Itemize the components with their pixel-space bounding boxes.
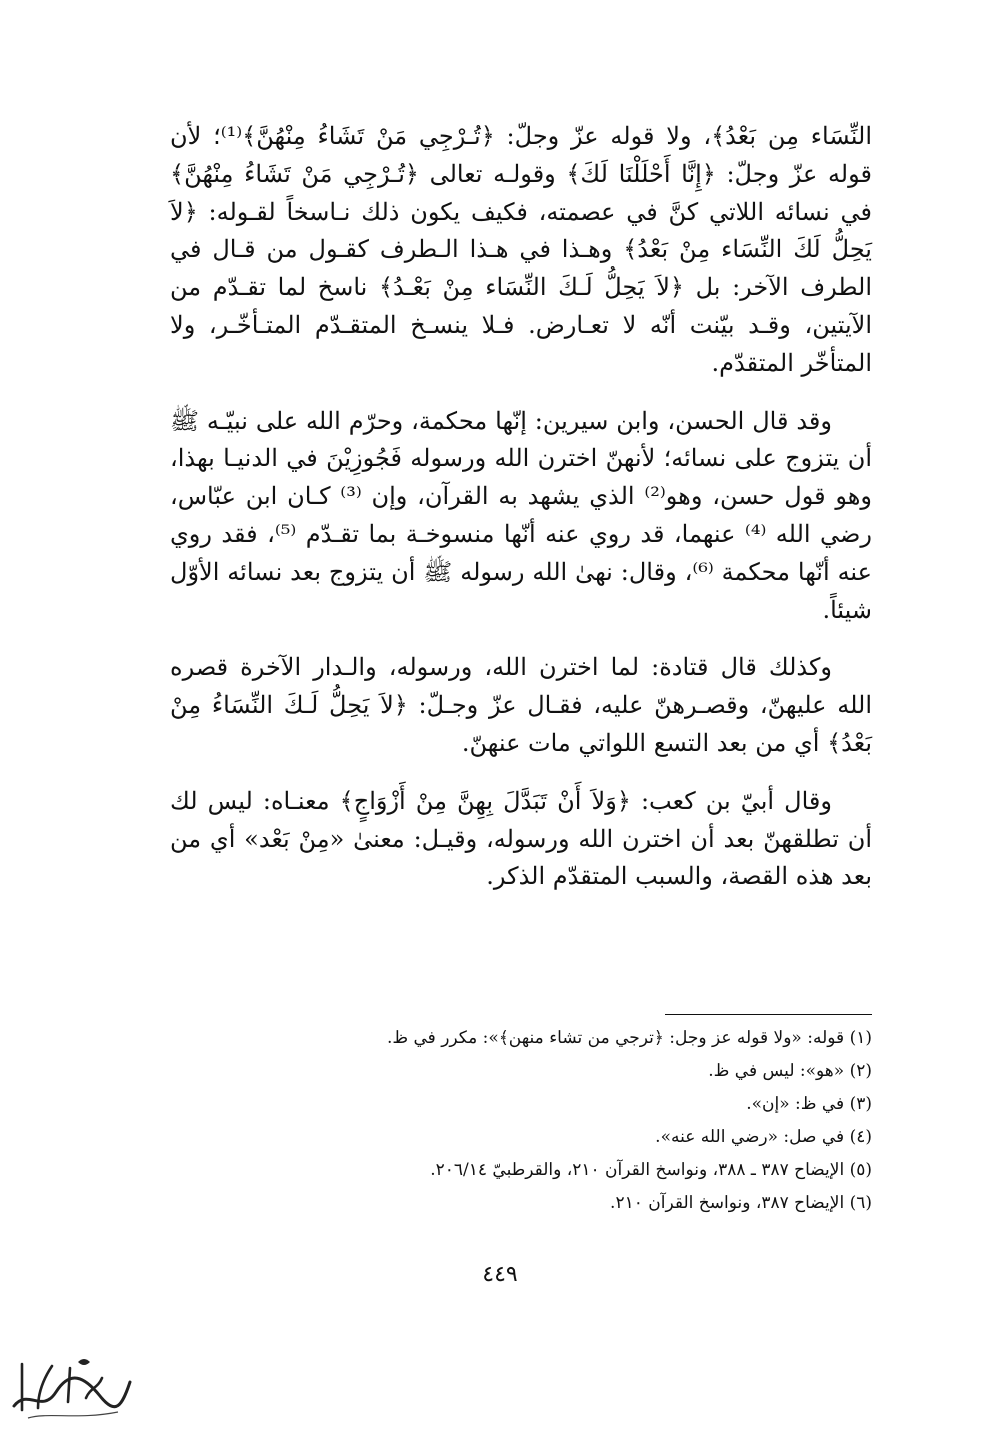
footnotes (300, 1022, 872, 1220)
footnote-2: (٢) «هو»: ليس في ظ. (708, 1061, 872, 1081)
paragraph-3: وكذلك قال قتادة: لما اخترن الله، ورسوله، والـدار الآخرة قصره الله عليهنّ، وقصـرهنّ عليه، فقـال عزّ وجـلّ: ﴿لاَ يَحِلُّ لَـكَ النِّسَاءُ مِنْ بَعْدُ﴾ أي من بعد التسع اللواتي مات عنهنّ. (170, 653, 872, 757)
footnote-5: (٥) الإيضاح ٣٨٧ ـ ٣٨٨، ونواسخ القرآن ٢١٠، والقرطبيّ ٢٠٦/١٤. (430, 1160, 872, 1180)
library-stamp-logo (8, 1348, 136, 1424)
footnote-6: (٦) الإيضاح ٣٨٧، ونواسخ القرآن ٢١٠. (610, 1193, 872, 1213)
paragraph-4: وقال أبيّ بن كعب: ﴿وَلاَ أَنْ تَبَدَّلَ بِهِنَّ مِنْ أَزْوَاجٍ﴾ معنـاه: ليس لك أن تطلقهنّ بعد أن اخترن الله ورسوله، وقيـل: معنىٰ «مِنْ بَعْد» أي من بعد هذه القصة، والسبب المتقدّم الذكر. (170, 786, 872, 891)
footnote-4: (٤) في صل: «رضي الله عنه». (655, 1127, 872, 1147)
footnote-divider (665, 1014, 872, 1015)
main-text (170, 118, 872, 916)
paragraph-1: النِّسَاء مِن بَعْدُ﴾، ولا قوله عزّ وجلّ: ﴿تُـرْجِي مَنْ تَشَاءُ مِنْهُنَّ﴾⁽¹⁾؛ لأن قوله عزّ وجلّ: ﴿إِنَّا أَحْلَلْنَا لَكَ﴾ وقولـه تعالى ﴿تُـرْجِي مَنْ تَشَاءُ مِنْهُنَّ﴾ في نسائه اللاتي كنَّ في عصمته، فكيف يكون ذلك نـاسخاً لقـوله: ﴿لاَ يَحِلُّ لَكَ النِّسَاء مِنْ بَعْدُ﴾ وهـذا في هـذا الـطرف كقـول من قـال في الطرف الآخر: بل ﴿لاَ يَحِلُّ لَـكَ النِّسَاء مِنْ بَعْـدُ﴾ ناسخ لما تقـدّم من الآيتين، وقـد بيّنت أنّه لا تعـارض. فـلا ينسـخ المتقـدّم المتـأخّـر، ولا المتأخّر المتقدّم. (170, 122, 872, 377)
page-number: ٤٤٩ (482, 1262, 518, 1287)
footnote-3: (٣) في ظ: «إن». (746, 1094, 872, 1114)
paragraph-2: وقد قال الحسن، وابن سيرين: إنّها محكمة، وحرّم الله على نبيّـه ﷺ أن يتزوج على نسائه؛ لأنهنّ اخترن الله ورسوله فَجُوزِيْنَ في الدنيـا بهذا، وهو قول حسن، وهو⁽²⁾ الذي يشهد به القرآن، وإن ⁽³⁾ كـان ابن عبّاس، رضي الله ⁽⁴⁾ عنهما، قد روي عنه أنّها منسوخـة بما تقـدّم ⁽⁵⁾، فقد روي عنه أنّها محكمة ⁽⁶⁾، وقال: نهىٰ الله رسوله ﷺ أن يتزوج بعد نسائه الأوّل شيئاً. (170, 406, 873, 624)
footnote-1: (١) قوله: «ولا قوله عز وجل: ﴿ترجي من تشاء منهن﴾»: مكرر في ظ. (386, 1028, 872, 1048)
